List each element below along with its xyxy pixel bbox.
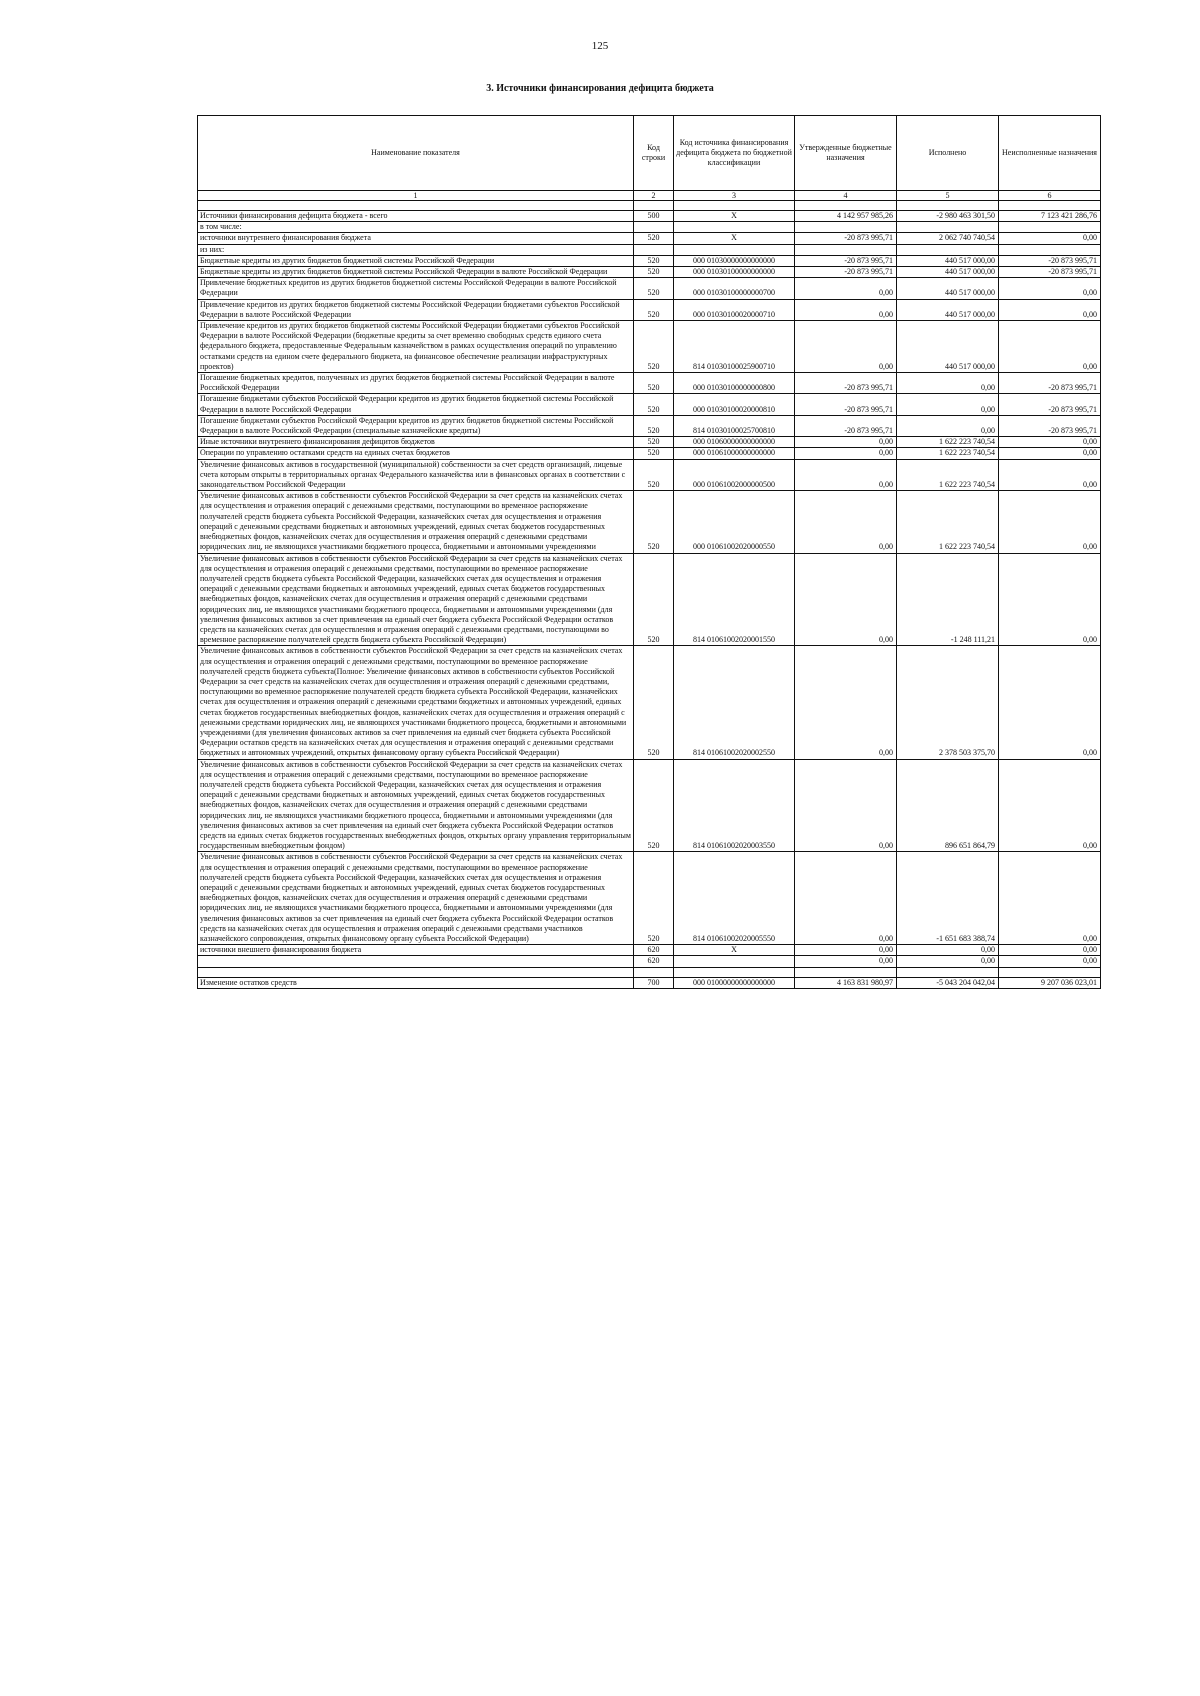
source-code xyxy=(674,956,795,967)
indicator-name: Погашение бюджетами субъектов Российской Федерации кредитов из других бюджетов бюджетной системы Российской Федерации в валюте Российской Федерации xyxy=(198,394,634,415)
indicator-name: источники внешнего финансирования бюджета xyxy=(198,945,634,956)
unexecuted-amount: 0,00 xyxy=(999,553,1101,646)
source-code: 000 01061002020000550 xyxy=(674,491,795,553)
unexecuted-amount: 0,00 xyxy=(999,278,1101,299)
approved-amount: 0,00 xyxy=(795,437,897,448)
indicator-name: в том числе: xyxy=(198,222,634,233)
table-row xyxy=(198,267,1101,278)
executed-amount: 1 622 223 740,54 xyxy=(897,437,999,448)
indicator-name: источники внутреннего финансирования бюджета xyxy=(198,233,634,244)
indicator-name: Операции по управлению остатками средств на единых счетах бюджетов xyxy=(198,448,634,459)
source-code: 000 01060000000000000 xyxy=(674,437,795,448)
source-code: 000 01030100000000700 xyxy=(674,278,795,299)
table-row xyxy=(198,255,1101,266)
unexecuted-amount: -20 873 995,71 xyxy=(999,373,1101,394)
table-row xyxy=(198,553,1101,646)
approved-amount: 0,00 xyxy=(795,448,897,459)
column-header: Код источника финансирования дефицита бюджета по бюджетной классификации xyxy=(674,116,795,191)
spacer-row xyxy=(198,967,1101,977)
approved-amount: 0,00 xyxy=(795,491,897,553)
column-header: Наименование показателя xyxy=(198,116,634,191)
table-row xyxy=(198,394,1101,415)
line-code: 500 xyxy=(634,211,674,222)
unexecuted-amount: -20 873 995,71 xyxy=(999,394,1101,415)
executed-amount: 0,00 xyxy=(897,415,999,436)
source-code: 814 01061002020003550 xyxy=(674,759,795,852)
source-code: 814 01030100025700810 xyxy=(674,415,795,436)
source-code: 000 01030100000000800 xyxy=(674,373,795,394)
indicator-name: Привлечение кредитов из других бюджетов бюджетной системы Российской Федерации бюджетами субъектов Российской Федерации в валюте Российской Федерации xyxy=(198,299,634,320)
table-row xyxy=(198,373,1101,394)
line-code: 520 xyxy=(634,299,674,320)
source-code: 000 01061002000000500 xyxy=(674,459,795,491)
source-code: X xyxy=(674,211,795,222)
executed-amount: -5 043 204 042,04 xyxy=(897,977,999,988)
unexecuted-amount: 9 207 036 023,01 xyxy=(999,977,1101,988)
unexecuted-amount: 0,00 xyxy=(999,759,1101,852)
line-code: 520 xyxy=(634,321,674,373)
source-code: 000 01030100020000810 xyxy=(674,394,795,415)
indicator-name: Погашение бюджетами субъектов Российской Федерации кредитов из других бюджетов бюджетной системы Российской Федерации в валюте Российской Федерации (специальные казначейские кредиты) xyxy=(198,415,634,436)
approved-amount: -20 873 995,71 xyxy=(795,415,897,436)
table-row xyxy=(198,233,1101,244)
source-code: 814 01061002020001550 xyxy=(674,553,795,646)
line-code: 620 xyxy=(634,945,674,956)
line-code: 520 xyxy=(634,255,674,266)
unexecuted-amount xyxy=(999,222,1101,233)
unexecuted-amount: 0,00 xyxy=(999,448,1101,459)
line-code xyxy=(634,244,674,255)
executed-amount: 0,00 xyxy=(897,956,999,967)
table-row xyxy=(198,299,1101,320)
source-code xyxy=(674,222,795,233)
page-number: 125 xyxy=(591,40,609,52)
executed-amount: 0,00 xyxy=(897,394,999,415)
column-number: 3 xyxy=(674,191,795,201)
line-code: 520 xyxy=(634,759,674,852)
table-row xyxy=(198,211,1101,222)
source-code: 000 01030000000000000 xyxy=(674,255,795,266)
indicator-name xyxy=(198,956,634,967)
line-code: 520 xyxy=(634,553,674,646)
table-row xyxy=(198,646,1101,759)
column-header: Утвержденные бюджетные назначения xyxy=(795,116,897,191)
indicator-name: Привлечение кредитов из других бюджетов бюджетной системы Российской Федерации бюджетами субъектов Российской Федерации в валюте Российской Федерации (бюджетные кредиты за счет временно свободных средств единого счета федерального бюджета, предоставленные Федеральным казначейством в рамках осуществления операций по управлению остатками средств на едином счете федерального бюджета, на финансовое обеспечение реализации инфраструктурных проектов) xyxy=(198,321,634,373)
column-number: 2 xyxy=(634,191,674,201)
executed-amount: 1 622 223 740,54 xyxy=(897,459,999,491)
column-header: Неисполненные назначения xyxy=(999,116,1101,191)
table-row xyxy=(198,491,1101,553)
unexecuted-amount: 0,00 xyxy=(999,646,1101,759)
table-row xyxy=(198,437,1101,448)
unexecuted-amount: 0,00 xyxy=(999,321,1101,373)
budget-deficit-table-container xyxy=(197,115,1100,989)
line-code xyxy=(634,222,674,233)
line-code: 520 xyxy=(634,491,674,553)
line-code: 520 xyxy=(634,448,674,459)
table-row xyxy=(198,321,1101,373)
indicator-name: Источники финансирования дефицита бюджета - всего xyxy=(198,211,634,222)
table-row xyxy=(198,278,1101,299)
source-code: 814 01061002020002550 xyxy=(674,646,795,759)
indicator-name: Увеличение финансовых активов в государственной (муниципальной) собственности за счет средств организаций, лицевые счета которым открыты в территориальных органах Федерального казначейства или в финансовых органах в соответствии с законодательством Российской Федерации xyxy=(198,459,634,491)
approved-amount: 0,00 xyxy=(795,759,897,852)
line-code: 520 xyxy=(634,437,674,448)
approved-amount: 4 163 831 980,97 xyxy=(795,977,897,988)
approved-amount: -20 873 995,71 xyxy=(795,267,897,278)
executed-amount: 2 378 503 375,70 xyxy=(897,646,999,759)
spacer-row xyxy=(198,201,1101,211)
section-title: 3. Источники финансирования дефицита бюджета xyxy=(486,83,714,94)
executed-amount: 0,00 xyxy=(897,373,999,394)
source-code: 814 01061002020005550 xyxy=(674,852,795,945)
executed-amount: 1 622 223 740,54 xyxy=(897,448,999,459)
approved-amount: 0,00 xyxy=(795,299,897,320)
executed-amount: 896 651 864,79 xyxy=(897,759,999,852)
executed-amount: 1 622 223 740,54 xyxy=(897,491,999,553)
indicator-name: Иные источники внутреннего финансирования дефицитов бюджетов xyxy=(198,437,634,448)
unexecuted-amount: -20 873 995,71 xyxy=(999,415,1101,436)
header-row xyxy=(198,116,1101,191)
approved-amount: -20 873 995,71 xyxy=(795,373,897,394)
approved-amount: 0,00 xyxy=(795,459,897,491)
unexecuted-amount: -20 873 995,71 xyxy=(999,255,1101,266)
line-code: 520 xyxy=(634,278,674,299)
table-row xyxy=(198,956,1101,967)
line-code: 520 xyxy=(634,646,674,759)
unexecuted-amount: 0,00 xyxy=(999,852,1101,945)
table-row xyxy=(198,415,1101,436)
indicator-name: Бюджетные кредиты из других бюджетов бюджетной системы Российской Федерации xyxy=(198,255,634,266)
unexecuted-amount: 0,00 xyxy=(999,437,1101,448)
total-row xyxy=(198,977,1101,988)
table-row xyxy=(198,759,1101,852)
unexecuted-amount: 0,00 xyxy=(999,233,1101,244)
approved-amount: -20 873 995,71 xyxy=(795,394,897,415)
approved-amount: 0,00 xyxy=(795,945,897,956)
unexecuted-amount: 0,00 xyxy=(999,945,1101,956)
source-code: X xyxy=(674,945,795,956)
unexecuted-amount: 0,00 xyxy=(999,299,1101,320)
executed-amount: -1 651 683 388,74 xyxy=(897,852,999,945)
source-code: 000 01000000000000000 xyxy=(674,977,795,988)
indicator-name: из них: xyxy=(198,244,634,255)
column-number: 4 xyxy=(795,191,897,201)
source-code: 000 01030100000000000 xyxy=(674,267,795,278)
table-row xyxy=(198,459,1101,491)
column-header: Исполнено xyxy=(897,116,999,191)
indicator-name: Увеличение финансовых активов в собственности субъектов Российской Федерации за счет средств на казначейских счетах для осуществления и отражения операций с денежными средствами, поступающими во временное распоряжение получателей средств бюджета субъекта Российской Федерации, казначейских счетах для осуществления и отражения операций с денежными средствами бюджетных и автономных учреждений, единых счетах бюджетов государственных внебюджетных фондов, казначейских счетах для осуществления и отражения операций с денежными средствами юридических лиц, не являющихся участниками бюджетного процесса, бюджетными и автономными учреждениями (для увеличения финансовых активов за счет привлечения на единый счет бюджета субъекта Российской Федерации остатков средств на единых счетах бюджетов государственных внебюджетных фондов, открытых органу управления территориальным государственным внебюджетным фондом) xyxy=(198,759,634,852)
executed-amount: 440 517 000,00 xyxy=(897,299,999,320)
approved-amount: 0,00 xyxy=(795,553,897,646)
approved-amount: 0,00 xyxy=(795,852,897,945)
column-number: 1 xyxy=(198,191,634,201)
unexecuted-amount: 0,00 xyxy=(999,956,1101,967)
table-body xyxy=(198,211,1101,968)
line-code: 520 xyxy=(634,415,674,436)
approved-amount: -20 873 995,71 xyxy=(795,233,897,244)
approved-amount: -20 873 995,71 xyxy=(795,255,897,266)
table-row xyxy=(198,244,1101,255)
executed-amount: 2 062 740 740,54 xyxy=(897,233,999,244)
line-code: 520 xyxy=(634,233,674,244)
executed-amount xyxy=(897,244,999,255)
unexecuted-amount: 0,00 xyxy=(999,459,1101,491)
source-code: 000 01030100020000710 xyxy=(674,299,795,320)
source-code: X xyxy=(674,233,795,244)
table-row xyxy=(198,222,1101,233)
approved-amount xyxy=(795,244,897,255)
executed-amount: 440 517 000,00 xyxy=(897,278,999,299)
executed-amount: 440 517 000,00 xyxy=(897,255,999,266)
unexecuted-amount: 7 123 421 286,76 xyxy=(999,211,1101,222)
line-code: 520 xyxy=(634,459,674,491)
unexecuted-amount xyxy=(999,244,1101,255)
indicator-name: Увеличение финансовых активов в собственности субъектов Российской Федерации за счет средств на казначейских счетах для осуществления и отражения операций с денежными средствами, поступающими во временное распоряжение получателей средств бюджета субъекта(Полное: Увеличение финансовых активов в собственности субъектов Российской Федерации за счет средств на казначейских счетах для осуществления и отражения операций с денежными средствами, поступающими во временное распоряжение получателей средств бюджета субъекта Российской Федерации, казначейских счетах для осуществления и отражения операций с денежными средствами бюджетных и автономных учреждений, единых счетах бюджетов государственных внебюджетных фондов, казначейских счетах для осуществления и отражения операций с денежными средствами юридических лиц, не являющихся участниками бюджетного процесса, бюджетными и автономными учреждениями (для увеличения финансовых активов за счет привлечения на единый счет бюджета субъекта Российской Федерации остатков средств на казначейских счетах для осуществления и отражения операций с денежными средствами бюджетных и автономных учреждений, открытых финансовому органу субъекта Российской Федерации) xyxy=(198,646,634,759)
indicator-name: Погашение бюджетных кредитов, полученных из других бюджетов бюджетной системы Российской Федерации в валюте Российской Федерации xyxy=(198,373,634,394)
source-code: 000 01061000000000000 xyxy=(674,448,795,459)
executed-amount: 440 517 000,00 xyxy=(897,321,999,373)
line-code: 700 xyxy=(634,977,674,988)
line-code: 520 xyxy=(634,852,674,945)
indicator-name: Увеличение финансовых активов в собственности субъектов Российской Федерации за счет средств на казначейских счетах для осуществления и отражения операций с денежными средствами, поступающими во временное распоряжение получателей средств бюджета субъекта Российской Федерации, казначейских счетах для осуществления и отражения операций с денежными средствами бюджетных и автономных учреждений, единых счетах бюджетов государственных внебюджетных фондов, казначейских счетах для осуществления и отражения операций с денежными средствами юридических лиц, не являющихся участниками бюджетного процесса, бюджетными и автономными учреждениями (для увеличения финансовых активов за счет привлечения на единый счет бюджета субъекта Российской Федерации остатков средств на казначейских счетах для осуществления и отражения операций с денежными средствами, поступающими во временное распоряжение получателей средств бюджета субъекта Российской Федерации) xyxy=(198,553,634,646)
approved-amount: 0,00 xyxy=(795,646,897,759)
line-code: 520 xyxy=(634,394,674,415)
line-code: 620 xyxy=(634,956,674,967)
indicator-name: Увеличение финансовых активов в собственности субъектов Российской Федерации за счет средств на казначейских счетах для осуществления и отражения операций с денежными средствами, поступающими во временное распоряжение получателей средств бюджета субъекта Российской Федерации, казначейских счетах для осуществления и отражения операций с денежными средствами бюджетных и автономных учреждений, единых счетах бюджетов государственных внебюджетных фондов, казначейских счетах для осуществления и отражения операций с денежными средствами юридических лиц, не являющихся участниками бюджетного процесса, бюджетными и автономными учреждениями xyxy=(198,491,634,553)
unexecuted-amount: -20 873 995,71 xyxy=(999,267,1101,278)
column-number: 5 xyxy=(897,191,999,201)
executed-amount: 0,00 xyxy=(897,945,999,956)
table-row xyxy=(198,852,1101,945)
table-row xyxy=(198,945,1101,956)
approved-amount: 0,00 xyxy=(795,278,897,299)
approved-amount xyxy=(795,222,897,233)
approved-amount: 0,00 xyxy=(795,956,897,967)
table-row xyxy=(198,448,1101,459)
budget-deficit-table xyxy=(197,115,1101,989)
line-code: 520 xyxy=(634,373,674,394)
executed-amount xyxy=(897,222,999,233)
source-code: 814 01030100025900710 xyxy=(674,321,795,373)
executed-amount: 440 517 000,00 xyxy=(897,267,999,278)
executed-amount: -2 980 463 301,50 xyxy=(897,211,999,222)
indicator-name: Изменение остатков средств xyxy=(198,977,634,988)
unexecuted-amount: 0,00 xyxy=(999,491,1101,553)
column-header: Код строки xyxy=(634,116,674,191)
column-number: 6 xyxy=(999,191,1101,201)
indicator-name: Увеличение финансовых активов в собственности субъектов Российской Федерации за счет средств на казначейских счетах для осуществления и отражения операций с денежными средствами, поступающими во временное распоряжение получателей средств бюджета субъекта Российской Федерации, казначейских счетах для осуществления и отражения операций с денежными средствами бюджетных и автономных учреждений, единых счетах бюджетов государственных внебюджетных фондов, казначейских счетах для осуществления и отражения операций с денежными средствами юридических лиц, не являющихся участниками бюджетного процесса, бюджетными и автономными учреждениями (для увеличения финансовых активов за счет привлечения на единый счет бюджета субъекта Российской Федерации остатков средств на казначейских счетах для осуществления и отражения операций с денежными средствами участников казначейского сопровождения, открытых финансовому органу субъекта Российской Федерации) xyxy=(198,852,634,945)
column-number-row xyxy=(198,191,1101,201)
approved-amount: 0,00 xyxy=(795,321,897,373)
indicator-name: Привлечение бюджетных кредитов из других бюджетов бюджетной системы Российской Федерации в валюте Российской Федерации xyxy=(198,278,634,299)
source-code xyxy=(674,244,795,255)
indicator-name: Бюджетные кредиты из других бюджетов бюджетной системы Российской Федерации в валюте Российской Федерации xyxy=(198,267,634,278)
line-code: 520 xyxy=(634,267,674,278)
approved-amount: 4 142 957 985,26 xyxy=(795,211,897,222)
executed-amount: -1 248 111,21 xyxy=(897,553,999,646)
